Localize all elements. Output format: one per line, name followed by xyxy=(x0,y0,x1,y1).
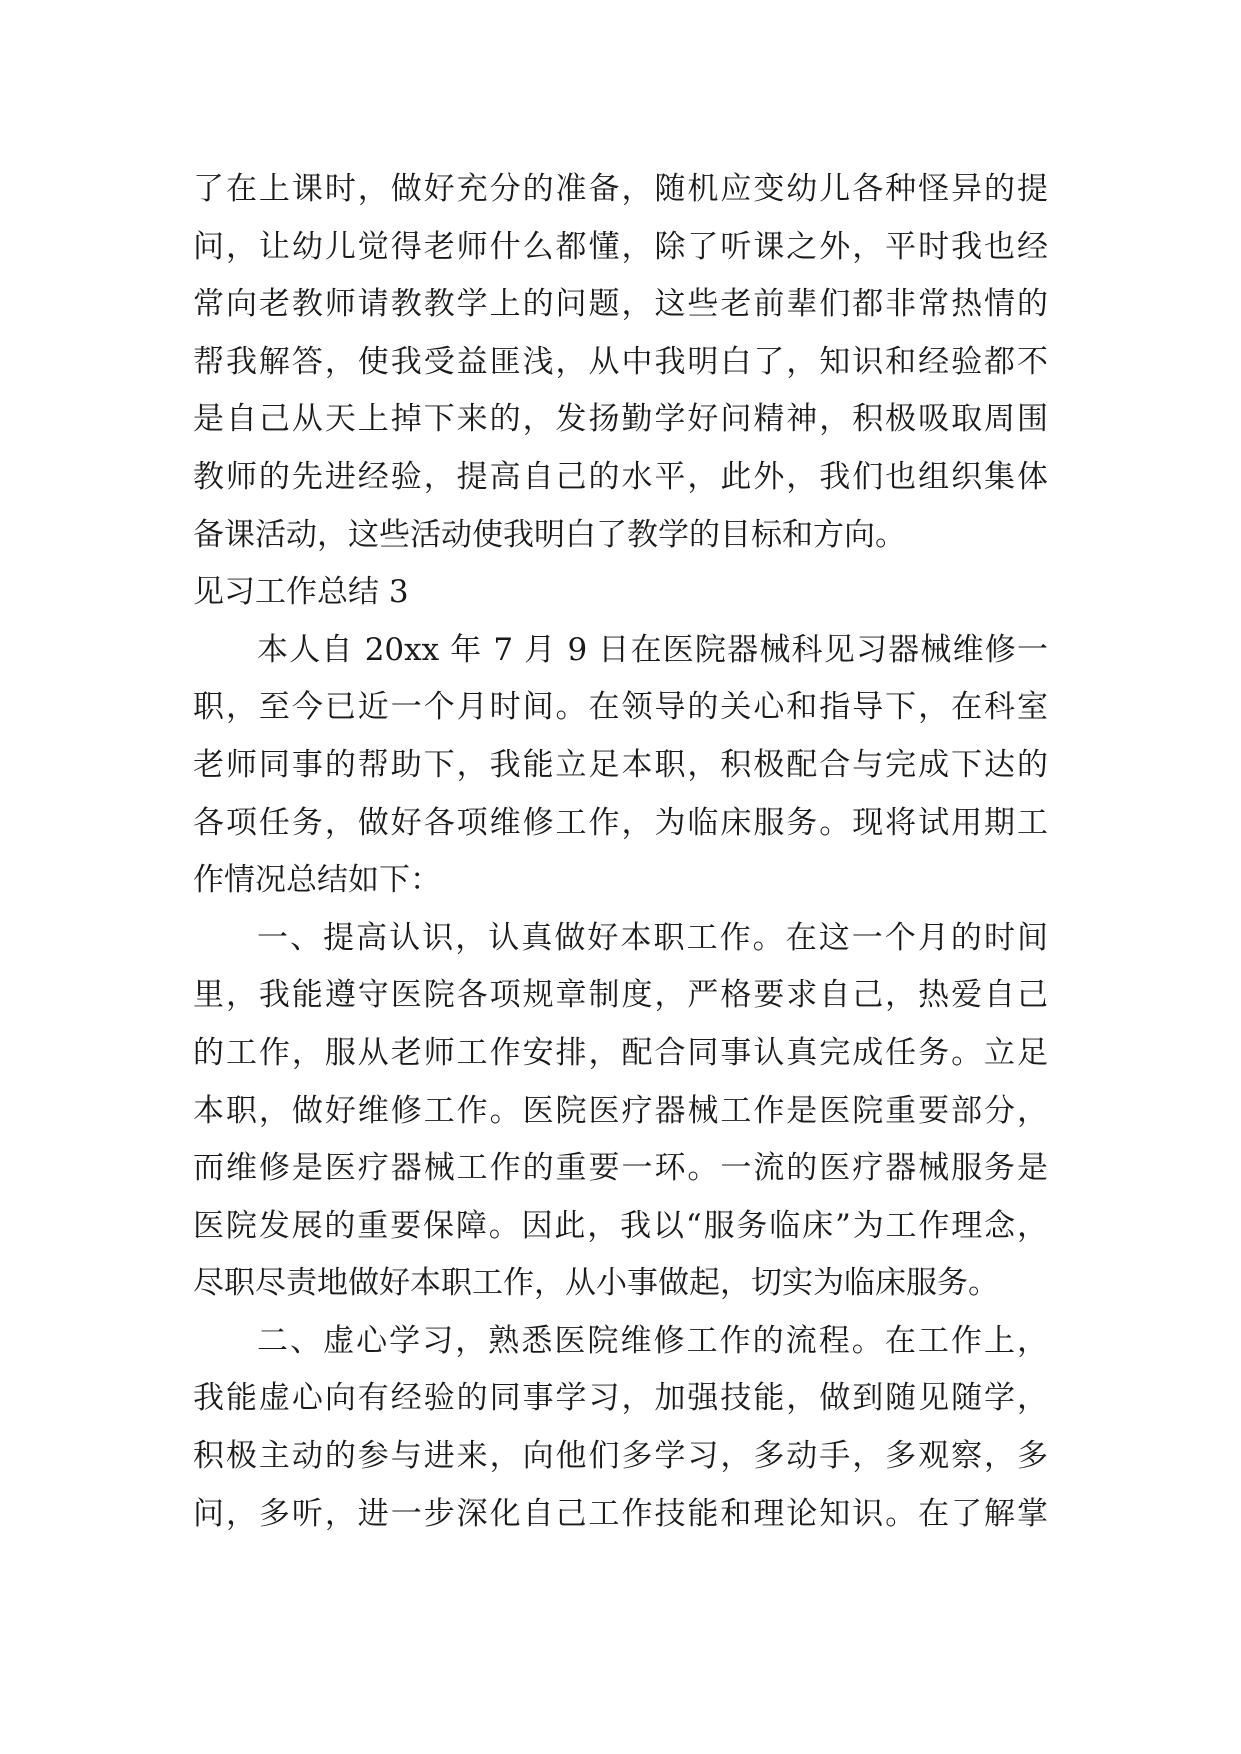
text-line: 积极主动的参与进来，向他们多学习，多动手，多观察，多 xyxy=(193,1438,1048,1475)
text-line: 本职，做好维修工作。医院医疗器械工作是医院重要部分， xyxy=(193,1092,1048,1129)
section-heading: 见习工作总结 3 xyxy=(193,574,409,611)
text-line: 了在上课时，做好充分的准备，随机应变幼儿各种怪异的提 xyxy=(193,171,1048,207)
text-line: 尽职尽责地做好本职工作，从小事做起，切实为临床服务。 xyxy=(193,1265,999,1302)
text-line: 的工作，服从老师工作安排，配合同事认真完成任务。立足 xyxy=(193,1034,1048,1071)
text-line: 二、虚心学习，熟悉医院维修工作的流程。在工作上， xyxy=(257,1322,1048,1359)
text-line: 问，让幼儿觉得老师什么都懂，除了听课之外，平时我也经 xyxy=(193,228,1048,265)
paragraph-intro xyxy=(193,622,1048,910)
paragraph-point-two xyxy=(193,1313,1048,1543)
paragraph-point-one xyxy=(193,910,1048,1313)
paragraph-continued xyxy=(193,161,1048,564)
text-line: 帮我解答，使我受益匪浅，从中我明白了，知识和经验都不 xyxy=(193,343,1048,380)
text-line: 职，至今已近一个月时间。在领导的关心和指导下，在科室 xyxy=(193,689,1048,726)
text-line: 一、提高认识，认真做好本职工作。在这一个月的时间 xyxy=(257,919,1048,956)
text-line: 本人自 20xx 年 7 月 9 日在医院器械科见习器械维修一 xyxy=(257,631,1048,668)
text-line: 我能虚心向有经验的同事学习，加强技能，做到随见随学， xyxy=(193,1380,1048,1417)
text-line: 各项任务，做好各项维修工作，为临床服务。现将试用期工 xyxy=(193,804,1048,841)
text-line: 问，多听，进一步深化自己工作技能和理论知识。在了解掌 xyxy=(193,1495,1048,1532)
text-line: 医院发展的重要保障。因此，我以“服务临床”为工作理念， xyxy=(193,1207,1048,1244)
text-line: 里，我能遵守医院各项规章制度，严格要求自己，热爱自己 xyxy=(193,977,1048,1014)
text-line: 备课活动，这些活动使我明白了教学的目标和方向。 xyxy=(193,516,906,553)
text-line: 作情况总结如下： xyxy=(193,862,441,899)
document-body xyxy=(193,161,1048,1543)
text-line: 是自己从天上掉下来的，发扬勤学好问精神，积极吸取周围 xyxy=(193,401,1048,438)
text-line: 而维修是医疗器械工作的重要一环。一流的医疗器械服务是 xyxy=(193,1150,1048,1187)
text-line: 教师的先进经验，提高自己的水平，此外，我们也组织集体 xyxy=(193,458,1048,495)
text-line: 常向老教师请教教学上的问题，这些老前辈们都非常热情的 xyxy=(193,286,1048,323)
text-line: 老师同事的帮助下，我能立足本职，积极配合与完成下达的 xyxy=(193,746,1048,783)
